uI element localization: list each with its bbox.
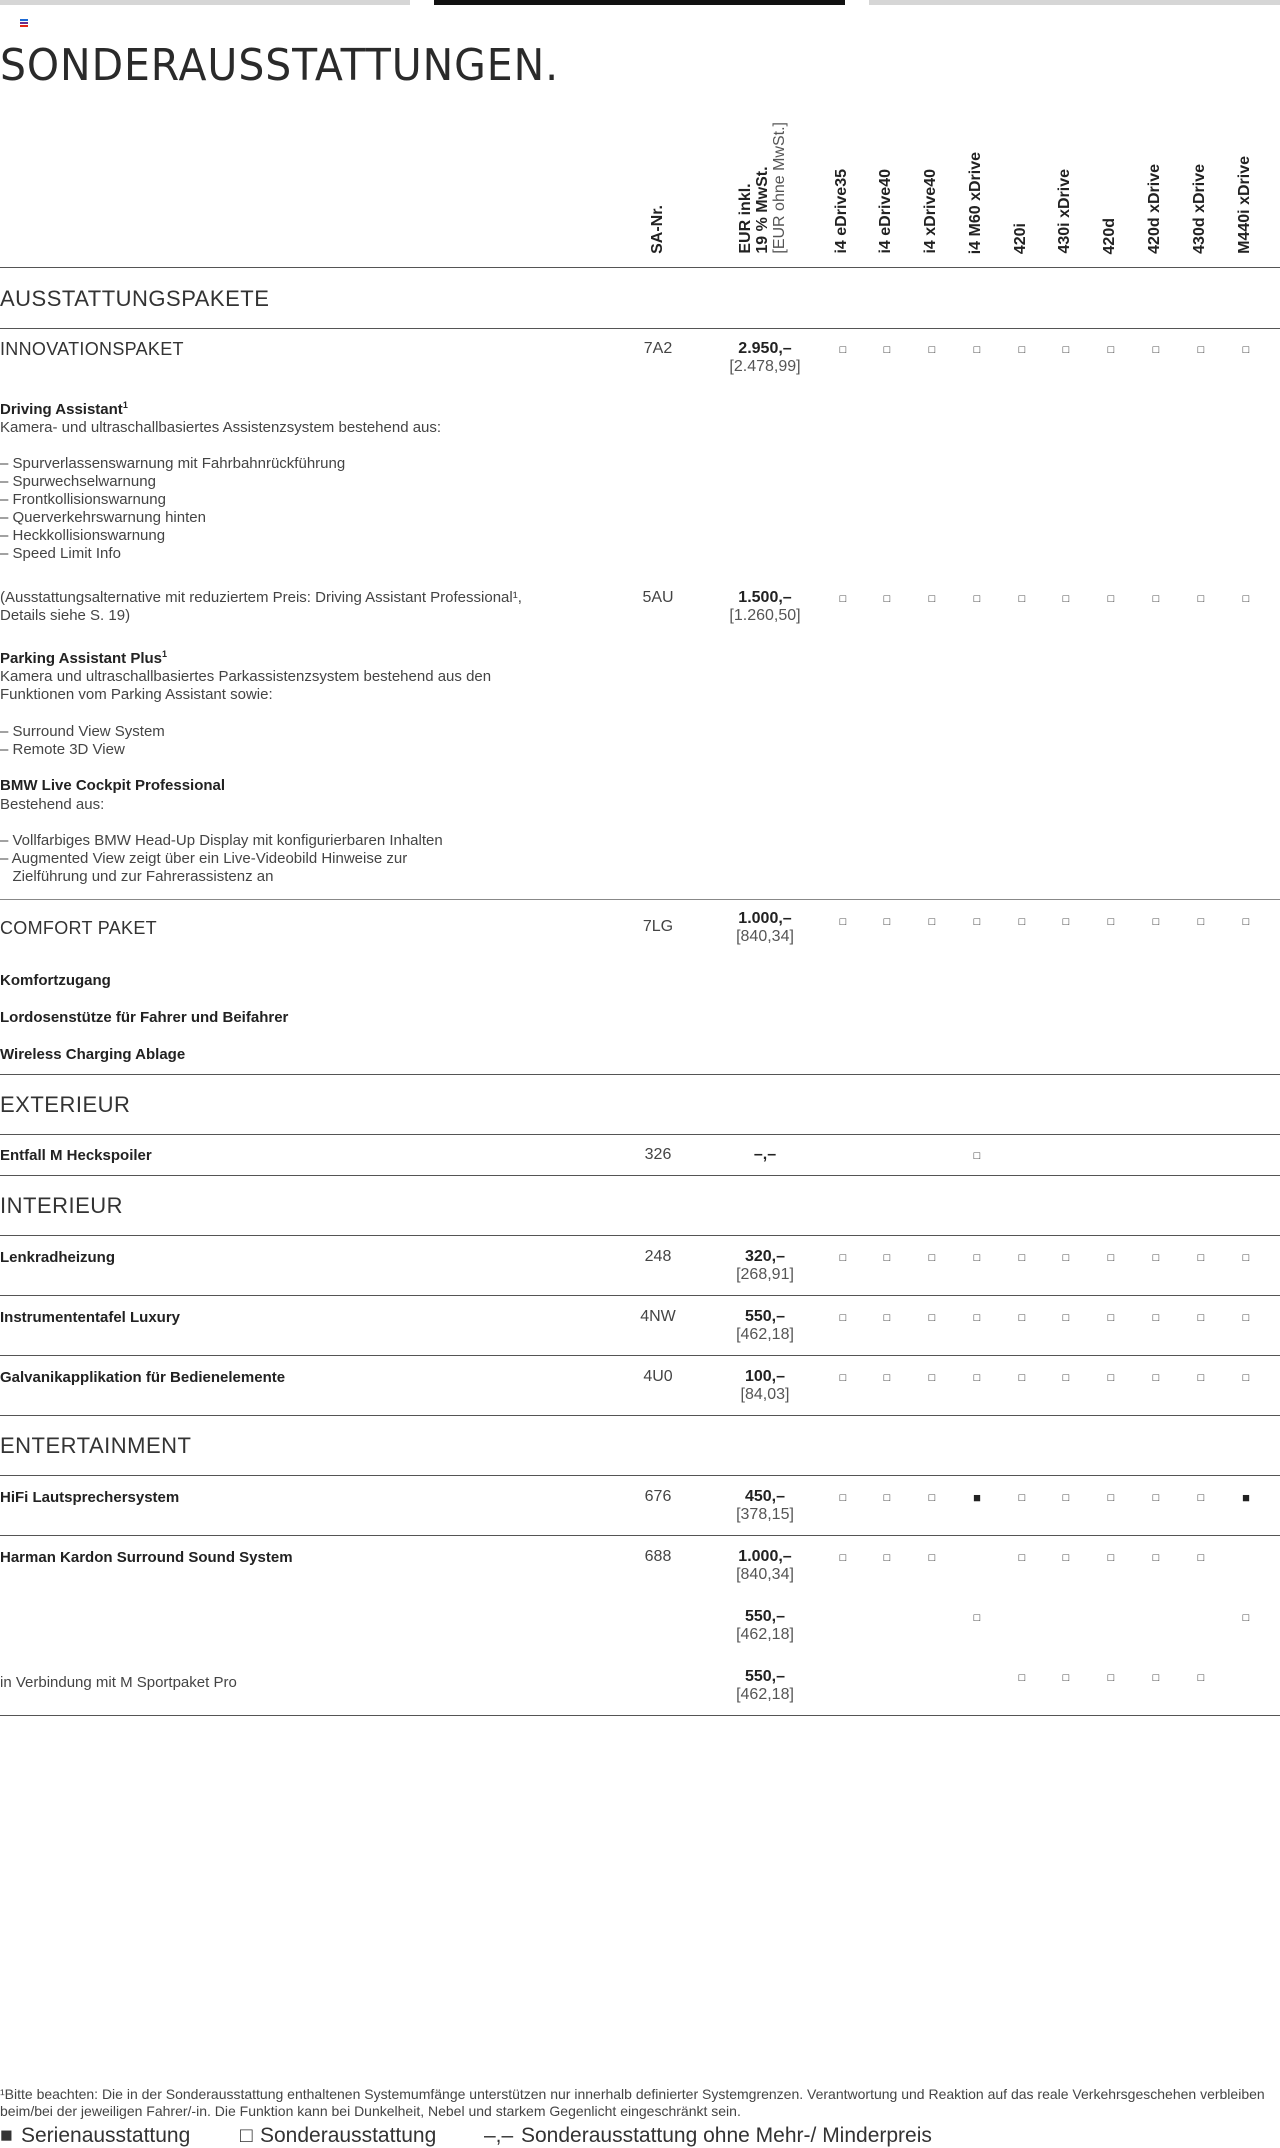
col-header-model: M440i xDrive xyxy=(1236,156,1253,254)
optional-equipment-icon: □ xyxy=(1107,1372,1115,1384)
col-header-model: i4 M60 xDrive xyxy=(967,151,984,254)
row-price: 450,– [378,15] xyxy=(736,1488,794,1523)
live-cockpit-features: – Vollfarbiges BMW Head-Up Display mit konfigurierbaren Inhalten – Augmented View zeigt über ein Live-Videobild Hinweise zur Zielführung und zur Fahrerassistenz an xyxy=(0,832,443,885)
standard-equipment-icon: ■ xyxy=(1242,1490,1250,1505)
legend-standard-icon: ■ xyxy=(0,2124,13,2147)
row-code: 676 xyxy=(644,1488,672,1505)
comfort-paket-price: 1.000,– [840,34] xyxy=(736,910,794,945)
optional-equipment-icon: □ xyxy=(1062,1492,1070,1504)
optional-equipment-icon: □ xyxy=(973,344,981,356)
section-divider xyxy=(0,1235,1280,1236)
optional-equipment-icon: □ xyxy=(883,1372,891,1384)
optional-equipment-icon: □ xyxy=(1152,1312,1160,1324)
optional-equipment-icon: □ xyxy=(973,1252,981,1264)
row-price: –,– xyxy=(753,1146,777,1163)
section-divider xyxy=(0,328,1280,329)
optional-equipment-icon: □ xyxy=(1018,593,1026,605)
section-title-exterieur: EXTERIEUR xyxy=(0,1092,131,1117)
optional-equipment-icon: □ xyxy=(883,593,891,605)
row-price: 100,– [84,03] xyxy=(740,1368,790,1403)
row-code: 248 xyxy=(644,1248,672,1265)
col-header-model: i4 eDrive35 xyxy=(833,169,850,254)
optional-equipment-icon: □ xyxy=(1242,344,1250,356)
optional-equipment-icon: □ xyxy=(1018,1312,1026,1324)
row-code: 688 xyxy=(644,1548,672,1565)
optional-equipment-icon: □ xyxy=(839,916,847,928)
legend-no-charge-label: Sonderausstattung ohne Mehr-/ Minderpreis xyxy=(521,2124,932,2147)
live-cockpit-title: BMW Live Cockpit Professional xyxy=(0,777,226,794)
col-header-model: i4 xDrive40 xyxy=(922,169,939,254)
optional-equipment-icon: □ xyxy=(1062,1312,1070,1324)
optional-equipment-icon: □ xyxy=(973,593,981,605)
optional-equipment-icon: □ xyxy=(1197,1672,1205,1684)
optional-equipment-icon: □ xyxy=(1242,1372,1250,1384)
optional-equipment-icon: □ xyxy=(1062,593,1070,605)
optional-equipment-icon: □ xyxy=(883,916,891,928)
section-title-ausstattungspakete: AUSSTATTUNGSPAKETE xyxy=(0,286,270,311)
col-header-sa-nr: SA-Nr. xyxy=(649,205,666,254)
section-title-interieur: INTERIEUR xyxy=(0,1193,124,1218)
col-header-model: 430i xDrive xyxy=(1056,169,1073,254)
row-divider xyxy=(0,1535,1280,1536)
row-divider xyxy=(0,899,1280,900)
row-name: HiFi Lautsprechersystem xyxy=(0,1489,180,1506)
page-progress-bar-right xyxy=(869,0,1280,5)
row-code: 326 xyxy=(644,1146,672,1163)
section-divider xyxy=(0,1415,1280,1416)
row-divider xyxy=(0,1355,1280,1356)
driving-assistant-title: Driving Assistant$^1$ xyxy=(0,400,128,418)
legend-optional-label: Sonderausstattung xyxy=(260,2124,437,2147)
optional-equipment-icon: □ xyxy=(928,1552,936,1564)
optional-equipment-icon: □ xyxy=(883,1252,891,1264)
optional-equipment-icon: □ xyxy=(839,1492,847,1504)
optional-equipment-icon: □ xyxy=(1018,1552,1026,1564)
optional-equipment-icon: □ xyxy=(1197,344,1205,356)
optional-equipment-icon: □ xyxy=(1018,916,1026,928)
bmw-m-stripes-icon xyxy=(20,19,28,26)
row-name: Instrumententafel Luxury xyxy=(0,1309,181,1326)
optional-equipment-icon: □ xyxy=(1062,1372,1070,1384)
optional-equipment-icon: □ xyxy=(1242,593,1250,605)
optional-equipment-icon: □ xyxy=(1107,1492,1115,1504)
optional-equipment-icon: □ xyxy=(1152,1372,1160,1384)
optional-equipment-icon: □ xyxy=(1197,1252,1205,1264)
optional-equipment-icon: □ xyxy=(1107,1672,1115,1684)
alternative-price: 1.500,– [1.260,50] xyxy=(729,589,801,624)
footnote: ¹Bitte beachten: Die in der Sonderausstattung enthaltenen Systemumfänge unterstützen nur innerhalb definierter Systemgrenzen. Verantwortung und Reaktion auf das reale Verkehrsgeschehen verbleiben beim/bei der jeweiligen Fahrer/-in. Die Funktion kann bei Dunkelheit, Nebel und starkem Gegenlicht eingeschränkt sein. xyxy=(0,2086,1265,2119)
row-name: Lenkradheizung xyxy=(0,1249,116,1266)
col-header-model: 420d xyxy=(1101,217,1118,254)
optional-equipment-icon: □ xyxy=(839,1552,847,1564)
row-note: in Verbindung mit M Sportpaket Pro xyxy=(0,1674,237,1691)
optional-equipment-icon: □ xyxy=(1242,916,1250,928)
optional-equipment-icon: □ xyxy=(1242,1612,1250,1624)
optional-equipment-icon: □ xyxy=(928,344,936,356)
row-code: 4NW xyxy=(640,1308,676,1325)
driving-assistant-alternative: (Ausstattungsalternative mit reduziertem Preis: Driving Assistant Professional¹, Details siehe S. 19) xyxy=(0,589,522,624)
section-divider xyxy=(0,1175,1280,1176)
optional-equipment-icon: □ xyxy=(1197,1552,1205,1564)
row-name: Galvanikapplikation für Bedienelemente xyxy=(0,1369,286,1386)
optional-equipment-icon: □ xyxy=(839,344,847,356)
optional-equipment-icon: □ xyxy=(1018,1372,1026,1384)
optional-equipment-icon: □ xyxy=(1062,1252,1070,1264)
optional-equipment-icon: □ xyxy=(1062,916,1070,928)
optional-equipment-icon: □ xyxy=(928,1492,936,1504)
col-header-model: i4 eDrive40 xyxy=(877,169,894,254)
innovationspaket-title: INNOVATIONSPAKET xyxy=(0,339,184,359)
optional-equipment-icon: □ xyxy=(839,593,847,605)
optional-equipment-icon: □ xyxy=(839,1312,847,1324)
optional-equipment-icon: □ xyxy=(973,1150,981,1162)
optional-equipment-icon: □ xyxy=(1152,1552,1160,1564)
row-name: Harman Kardon Surround Sound System xyxy=(0,1549,293,1566)
page-title: SONDERAUSSTATTUNGEN. xyxy=(0,40,560,91)
optional-equipment-icon: □ xyxy=(883,1552,891,1564)
optional-equipment-icon: □ xyxy=(1242,1252,1250,1264)
optional-equipment-icon: □ xyxy=(1152,1672,1160,1684)
comfort-item: Komfortzugang xyxy=(0,972,111,989)
alternative-code: 5AU xyxy=(642,589,674,606)
col-header-model: 430d xDrive xyxy=(1191,164,1208,254)
row-price: 320,– [268,91] xyxy=(736,1248,794,1283)
table-end-divider xyxy=(0,1715,1280,1716)
optional-equipment-icon: □ xyxy=(1242,1312,1250,1324)
parking-assistant-features: – Surround View System – Remote 3D View xyxy=(0,723,165,758)
optional-equipment-icon: □ xyxy=(1152,344,1160,356)
comfort-item: Wireless Charging Ablage xyxy=(0,1046,186,1063)
row-price: 550,– [462,18] xyxy=(736,1608,794,1643)
optional-equipment-icon: □ xyxy=(928,1252,936,1264)
section-divider xyxy=(0,1475,1280,1476)
col-header-model: 420i xyxy=(1012,222,1029,254)
section-divider xyxy=(0,1134,1280,1135)
optional-equipment-icon: □ xyxy=(883,1492,891,1504)
optional-equipment-icon: □ xyxy=(1107,593,1115,605)
optional-equipment-icon: □ xyxy=(928,916,936,928)
optional-equipment-icon: □ xyxy=(883,344,891,356)
optional-equipment-icon: □ xyxy=(1197,1372,1205,1384)
parking-assistant-description: Kamera und ultraschallbasiertes Parkassistenzsystem bestehend aus den Funktionen vom Parking Assistant sowie: xyxy=(0,668,492,703)
page-progress-bar-left xyxy=(0,0,410,5)
optional-equipment-icon: □ xyxy=(1197,916,1205,928)
optional-equipment-icon: □ xyxy=(1107,916,1115,928)
optional-equipment-icon: □ xyxy=(1197,593,1205,605)
legend-optional-icon: □ xyxy=(240,2124,253,2147)
optional-equipment-icon: □ xyxy=(1107,1252,1115,1264)
standard-equipment-icon: ■ xyxy=(973,1490,981,1505)
row-name: Entfall M Heckspoiler xyxy=(0,1147,152,1164)
col-header-price: EUR inkl. 19 % MwSt. [EUR ohne MwSt.] xyxy=(737,122,788,254)
driving-assistant-features: – Spurverlassenswarnung mit Fahrbahnrückführung – Spurwechselwarnung – Frontkollisionswarnung – Querverkehrswarnung hinten – Heckkollisionswarnung – Speed Limit Info xyxy=(0,455,346,562)
optional-equipment-icon: □ xyxy=(928,1312,936,1324)
row-price: 550,– [462,18] xyxy=(736,1308,794,1343)
comfort-item: Lordosenstütze für Fahrer und Beifahrer xyxy=(0,1009,289,1026)
innovationspaket-code: 7A2 xyxy=(643,340,673,357)
optional-equipment-icon: □ xyxy=(1107,1312,1115,1324)
live-cockpit-description: Bestehend aus: xyxy=(0,796,105,813)
optional-equipment-icon: □ xyxy=(883,1312,891,1324)
col-header-model: 420d xDrive xyxy=(1146,164,1163,254)
optional-equipment-icon: □ xyxy=(1152,1492,1160,1504)
page-progress-bar-active xyxy=(434,0,845,5)
innovationspaket-price: 2.950,– [2.478,99] xyxy=(729,340,801,375)
optional-equipment-icon: □ xyxy=(1062,1672,1070,1684)
optional-equipment-icon: □ xyxy=(1018,1672,1026,1684)
section-divider xyxy=(0,1074,1280,1075)
row-price: 1.000,– [840,34] xyxy=(736,1548,794,1583)
optional-equipment-icon: □ xyxy=(973,1372,981,1384)
optional-equipment-icon: □ xyxy=(1018,344,1026,356)
optional-equipment-icon: □ xyxy=(1197,1312,1205,1324)
optional-equipment-icon: □ xyxy=(1152,916,1160,928)
optional-equipment-icon: □ xyxy=(1018,1492,1026,1504)
optional-equipment-icon: □ xyxy=(973,916,981,928)
comfort-paket-title: COMFORT PAKET xyxy=(0,918,157,938)
row-code: 4U0 xyxy=(643,1368,673,1385)
section-title-entertainment: ENTERTAINMENT xyxy=(0,1433,192,1458)
optional-equipment-icon: □ xyxy=(839,1252,847,1264)
row-price: 550,– [462,18] xyxy=(736,1668,794,1703)
row-divider xyxy=(0,1295,1280,1296)
legend-standard-label: Serienausstattung xyxy=(21,2124,191,2147)
optional-equipment-icon: □ xyxy=(973,1612,981,1624)
parking-assistant-title: Parking Assistant Plus$^1$ xyxy=(0,649,168,667)
optional-equipment-icon: □ xyxy=(973,1312,981,1324)
optional-equipment-icon: □ xyxy=(1062,344,1070,356)
optional-equipment-icon: □ xyxy=(1152,1252,1160,1264)
optional-equipment-icon: □ xyxy=(1107,344,1115,356)
legend-no-charge-icon: –,– xyxy=(484,2124,514,2147)
header-divider xyxy=(0,267,1280,268)
optional-equipment-icon: □ xyxy=(1062,1552,1070,1564)
driving-assistant-description: Kamera- und ultraschallbasiertes Assistenzsystem bestehend aus: xyxy=(0,419,442,436)
optional-equipment-icon: □ xyxy=(1018,1252,1026,1264)
optional-equipment-icon: □ xyxy=(1152,593,1160,605)
optional-equipment-icon: □ xyxy=(928,593,936,605)
optional-equipment-icon: □ xyxy=(1107,1552,1115,1564)
comfort-paket-code: 7LG xyxy=(642,918,674,935)
optional-equipment-icon: □ xyxy=(1197,1492,1205,1504)
optional-equipment-icon: □ xyxy=(839,1372,847,1384)
optional-equipment-icon: □ xyxy=(928,1372,936,1384)
